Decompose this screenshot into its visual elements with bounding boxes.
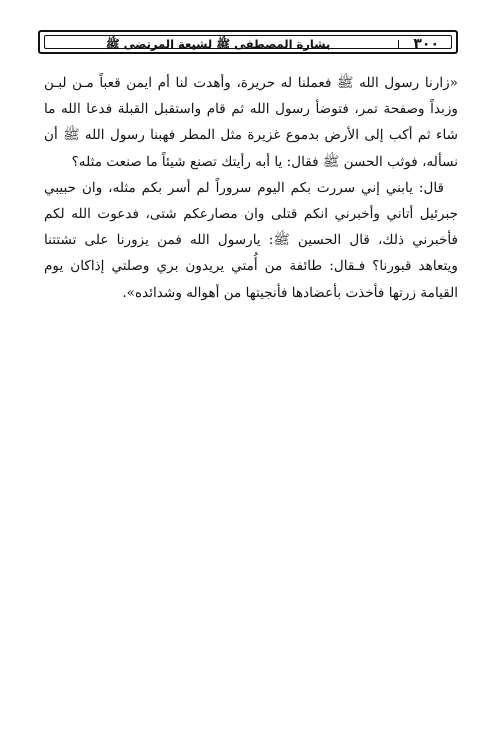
page-number: ٣٠٠ [413,36,439,52]
header-divider [398,40,399,48]
header-frame [44,35,452,52]
running-title: بشارة المصطفى ﷺ لشيعة المرتضى ﷺ [105,37,331,51]
page-header [38,30,458,54]
body-text [44,70,458,306]
paragraph-2: قال: يابني إني سررت بكم اليوم سروراً لم أسر بكم مثله، وان حبيبي جبرئيل أتاني وأخبرني انكم قتلى وان مصارعكم شتى، فدعوت الله لكم فأخبرني ذلك، قال الحسين ﷺ: يارسول الله فمن يزورنا على تشتتنا ويتعاهد قبورنا؟ فـقال: طائفة من أُمتي يريدون بري وصلتي إذاكان يوم القيامة زرتها فأخذت بأعضادها فأنجيتها من أهواله وشدائده». [44,179,458,301]
paragraph-1: «زارنا رسول الله ﷺ فعملنا له حريرة، وأهدت لنا أم ايمن قعباً مـن لبـن وزبداً وصفحة تمر، فتوضأ رسول الله ثم قام واستقبل القبلة فدعا الله ما شاء ثم أكب إلى الأرض بدموع غزيرة مثل المطر فهبنا رسول الله ﷺ أن نسأله، فوثب الحسن ﷺ فقال: يا أبه رأيتك تصنع شيئاً ما صنعت مثله؟ [44,75,458,170]
